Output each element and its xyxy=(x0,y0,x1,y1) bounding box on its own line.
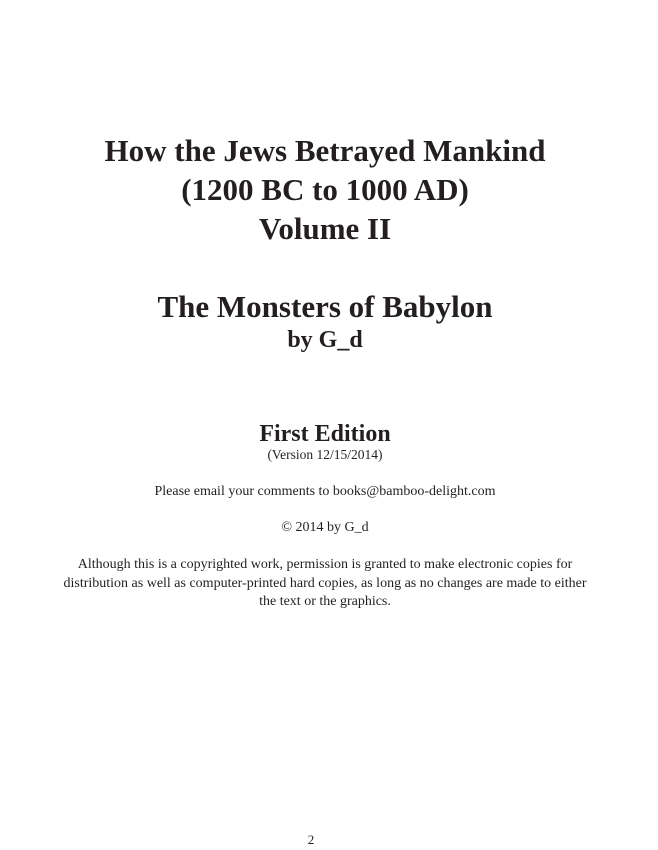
permission-line-3: the text or the graphics. xyxy=(259,594,391,609)
edition-heading: First Edition xyxy=(259,421,391,447)
author-byline: by G_d xyxy=(287,327,363,353)
book-subtitle: The Monsters of Babylon xyxy=(157,289,493,324)
permission-paragraph xyxy=(0,556,650,612)
book-title-line-2: (1200 BC to 1000 AD) xyxy=(181,172,469,207)
email-contact-line: Please email your comments to books@bamboo-delight.com xyxy=(154,484,496,499)
permission-line-2: distribution as well as computer-printed hard copies, as long as no changes are made to either xyxy=(63,575,587,591)
book-title-line-1: How the Jews Betrayed Mankind xyxy=(104,133,546,168)
version-note: (Version 12/15/2014) xyxy=(267,447,383,462)
copyright-notice: © 2014 by G_d xyxy=(281,520,369,535)
permission-line-1: Although this is a copyrighted work, permission is granted to make electronic copies for xyxy=(77,557,573,572)
book-title-line-3: Volume II xyxy=(258,211,392,246)
page-number: 2 xyxy=(307,832,315,847)
